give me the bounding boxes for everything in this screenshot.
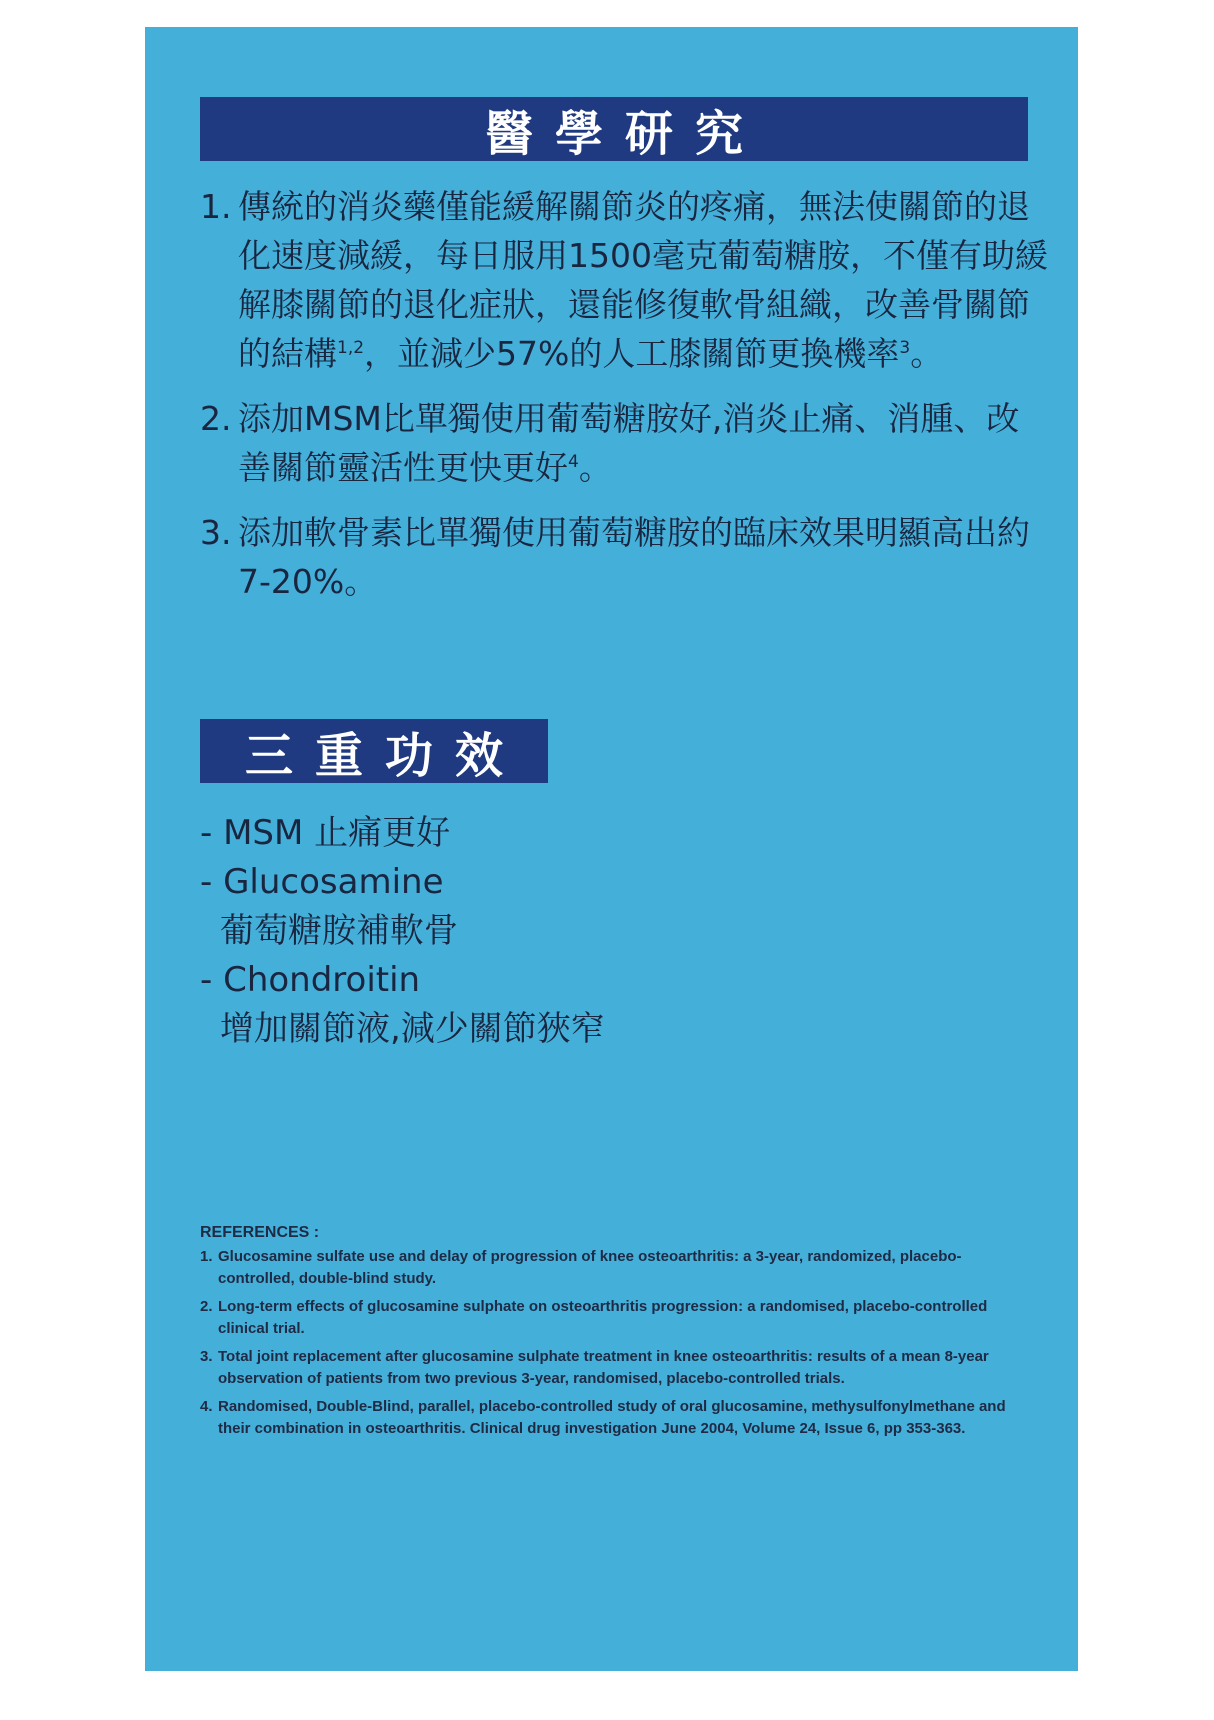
research-item-text: 添加軟骨素比單獨使用葡萄糖胺的臨床效果明顯高出約7-20%。 (238, 513, 1030, 601)
references-block (200, 1222, 1020, 1446)
reference-item (200, 1296, 1020, 1340)
effect-line: - Chondroitin (200, 960, 421, 1000)
reference-text: Glucosamine sulfate use and delay of progression of knee osteoarthritis: a 3-year, randomized, placebo-controlled, double-blind study. (218, 1248, 962, 1287)
reference-item (200, 1346, 1020, 1390)
reference-text: Total joint replacement after glucosamine sulphate treatment in knee osteoarthritis: results of a mean 8-year observation of patients from two previous 3-year, randomised, placebo-controlled trials. (218, 1348, 989, 1387)
section-title-effects-text: 三重功效 (244, 727, 525, 784)
reference-number: 2. (200, 1298, 213, 1315)
reference-number: 3. (200, 1348, 213, 1365)
citation-marker: 3 (899, 338, 911, 358)
research-item-text (238, 394, 1050, 492)
section-title-effects (200, 719, 548, 783)
effect-line: - MSM 止痛更好 (200, 813, 451, 853)
citation-marker: 1,2 (337, 338, 365, 358)
research-item-text (238, 182, 1050, 378)
research-item-3 (200, 508, 1050, 606)
citation-marker: 4 (568, 452, 579, 472)
effect-line: 增加關節液,減少關節狹窄 (220, 1009, 605, 1049)
reference-number: 4. (200, 1398, 213, 1415)
reference-number: 1. (200, 1248, 213, 1265)
research-list (200, 182, 1050, 622)
references-heading: REFERENCES : (200, 1224, 320, 1241)
reference-item (200, 1246, 1020, 1290)
research-item-text-part: ，並減少57%的人工膝關節更換機率 (364, 334, 900, 373)
effects-list (200, 809, 900, 1054)
research-item-2 (200, 394, 1050, 492)
reference-text: Randomised, Double-Blind, parallel, placebo-controlled study of oral glucosamine, methysulfonylmethane and their combination in osteoarthritis. Clinical drug investigation June 2004, Volume 24, Issue 6, pp 353-363. (218, 1398, 1006, 1437)
research-item-number: 2. (200, 399, 232, 438)
effect-line: 葡萄糖胺補軟骨 (220, 911, 458, 951)
section-title-research-text: 醫學研究 (484, 105, 765, 162)
info-panel (145, 27, 1078, 1671)
research-item-number: 3. (200, 513, 232, 552)
reference-item (200, 1396, 1020, 1440)
research-item-number: 1. (200, 187, 232, 226)
research-item-text-part: 添加MSM比單獨使用葡萄糖胺好,消炎止痛、消腫、改善關節靈活性更快更好 (238, 399, 1020, 487)
research-item-text-part: 。 (578, 448, 612, 487)
section-title-research (200, 97, 1028, 161)
research-item-1 (200, 182, 1050, 378)
research-item-text-part: 。 (910, 334, 944, 373)
reference-text: Long-term effects of glucosamine sulphate on osteoarthritis progression: a randomised, placebo-controlled clinical trial. (218, 1298, 988, 1337)
effect-line: - Glucosamine (200, 862, 444, 902)
research-item-text-part: 傳統的消炎藥僅能緩解關節炎的疼痛，無法使關節的退化速度減緩，每日服用1500毫克葡萄糖胺，不僅有助緩解膝關節的退化症狀，還能修復軟骨組織，改善骨關節的結構 (238, 187, 1048, 373)
